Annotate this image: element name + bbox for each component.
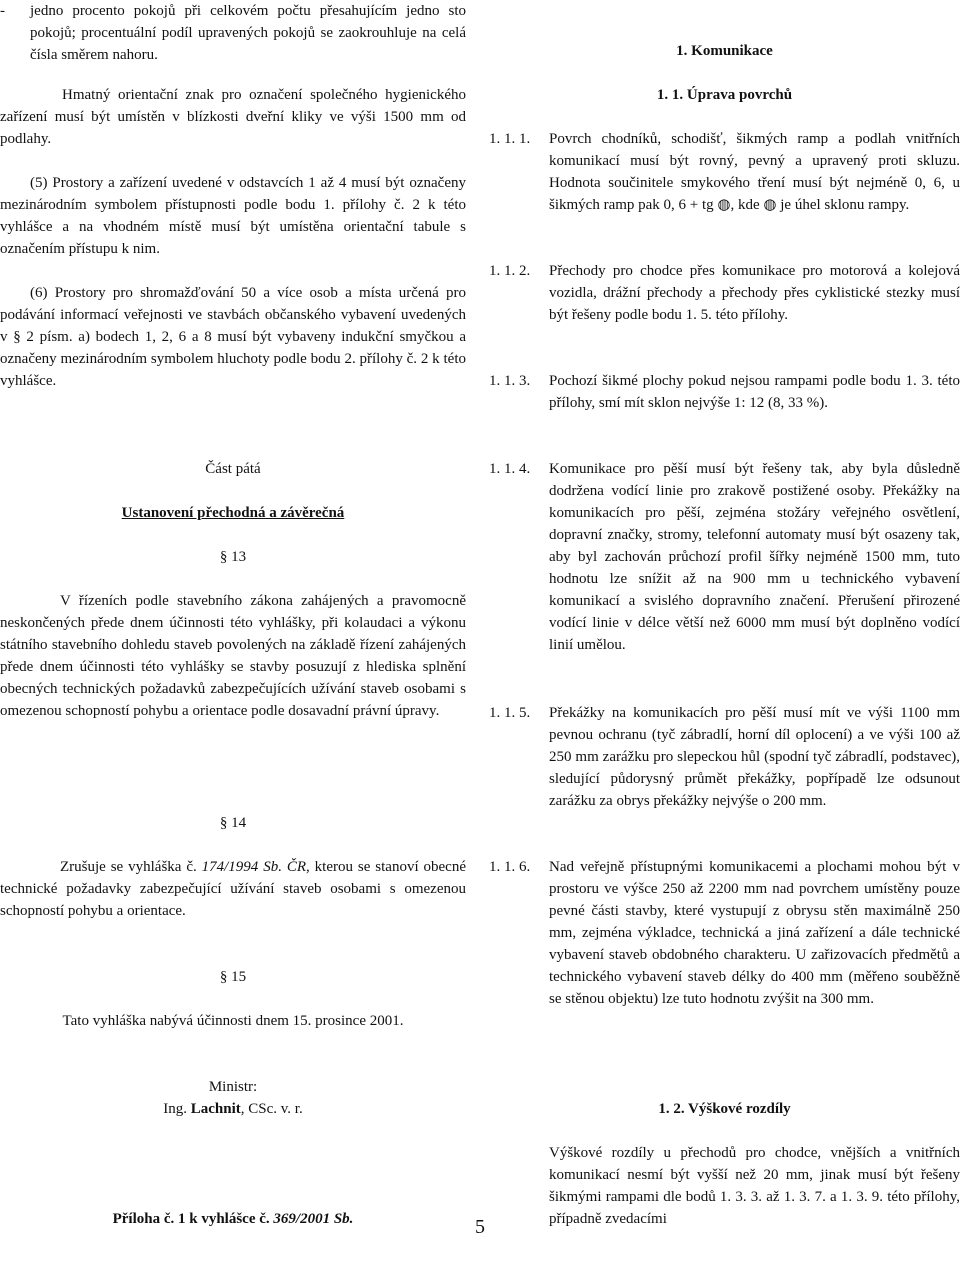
section-13-text: V řízeních podle stavebního zákona zahájených a pravomocně neskončených přede dnem účinnosti této vyhlášky, při kolaudaci a výkonu státního stavebního dohledu staveb povolených na základě řízení zahájených přede dnem účinnosti této vyhlášky se stavby posuzují z hlediska splnění obecných technických požadavků zabezpečujících užívání staveb osobami s omezenou schopností pohybu a orientace podle dosavadní právní úpravy. bbox=[0, 593, 466, 719]
section-13-heading: § 13 bbox=[219, 549, 247, 565]
item-number: 1. 1. 3. bbox=[489, 373, 531, 389]
annex-title-text: Příloha č. 1 k vyhlášce č. bbox=[112, 1211, 274, 1227]
list-item bbox=[489, 260, 960, 326]
item-text: Pochozí šikmé plochy pokud nejsou rampami podle bodu 1. 3. této přílohy, smí mít sklon nejvýše 1: 12 (8, 33 %). bbox=[549, 373, 960, 411]
list-item bbox=[489, 856, 960, 1010]
part-title: Část pátá bbox=[205, 461, 261, 477]
paragraph-6: (6) Prostory pro shromažďování 50 a více osob a místa určená pro podávání informací veřejnosti ve stavbách občanského vybavení uvedených v § 2 písm. a) bodech 1, 2, 6 a 8 musí být vybaveny indukční smyčkou a označeny mezinárodním symbolem hluchoty podle bodu 2. přílohy č. 2 k této vyhlášce. bbox=[0, 285, 466, 389]
section-15-heading: § 15 bbox=[219, 969, 247, 985]
section-14-heading: § 14 bbox=[219, 815, 247, 831]
list-item bbox=[0, 0, 466, 66]
item-text: Komunikace pro pěší musí být řešeny tak, aby byla důsledně dodržena vodící linie pro zrakově postižené osoby. Překážky na komunikacích pro pěší, zejména stožáry veřejného osvětlení, dopravní značky, stromy, telefonní automaty musí být osazeny tak, aby byl zachován průchozí profil šířky nejméně 1500 mm, tuto hodnotu lze snížit až na 900 mm u technického vybavení komunikací a svislého dopravního značení. Přerušení přirozené vodící linie v délce větší než 6000 mm musí být doplněno vodící linií umělou. bbox=[549, 461, 960, 653]
annex-decree-ref: 369/2001 Sb. bbox=[273, 1211, 354, 1227]
item-text: Přechody pro chodce přes komunikace pro motorová a kolejová vozidla, drážní přechody a přechody přes cyklistické stezky musí být řešeny podle bodu 1. 5. této přílohy. bbox=[549, 263, 960, 323]
heading-1-2: 1. 2. Výškové rozdíly bbox=[658, 1101, 791, 1117]
list-item bbox=[489, 458, 960, 656]
section-15-text: Tato vyhláška nabývá účinnosti dnem 15. prosince 2001. bbox=[62, 1013, 404, 1029]
list-marker: - bbox=[0, 3, 5, 19]
heading-1: 1. Komunikace bbox=[676, 43, 773, 59]
page-number: 5 bbox=[475, 1216, 485, 1238]
list-item bbox=[489, 702, 960, 812]
paragraph-tactile-sign: Hmatný orientační znak pro označení společného hygienického zařízení musí být umístěn v blízkosti dveřní kliky ve výši 1500 mm od podlahy. bbox=[0, 87, 466, 147]
section-14-text bbox=[0, 856, 466, 922]
paragraph-5: (5) Prostory a zařízení uvedené v odstavcích 1 až 4 musí být označeny mezinárodním symbolem přístupnosti podle bodu 1. přílohy č. 2 k této vyhlášce a na vhodném místě musí být umístěna orientační tabule s označením přístupu k nim. bbox=[0, 175, 466, 257]
part-subtitle: Ustanovení přechodná a závěrečná bbox=[121, 505, 345, 521]
section-14-text-start: Zrušuje se vyhláška č. bbox=[60, 859, 202, 875]
section-14-text-end: , kterou se stanoví obecné technické požadavky zabezpečující užívání staveb osobami s omezenou schopností pohybu a orientace. bbox=[0, 859, 466, 919]
list-item bbox=[489, 128, 960, 216]
item-number: 1. 1. 5. bbox=[489, 705, 531, 721]
item-number: 1. 1. 1. bbox=[489, 131, 531, 147]
repealed-decree-ref: 174/1994 Sb. ČR bbox=[201, 859, 307, 875]
minister-surname: Lachnit bbox=[190, 1101, 241, 1117]
minister-name bbox=[0, 1098, 466, 1120]
minister-degree: , CSc. v. r. bbox=[240, 1101, 303, 1117]
item-number: 1. 1. 2. bbox=[489, 263, 531, 279]
item-text: Nad veřejně přístupnými komunikacemi a plochami mohou být v prostoru ve výšce 250 až 2200 mm nad povrchem umístěny pouze pevné části stavby, které vystupují z obrysu stěn maximálně 250 mm, zejména výkladce, technická a jiná zařízení a dále technické vybavení staveb obdobného charakteru. U zařizovacích předmětů a technického vybavení staveb délky do 400 mm (měřeno souběžně se stěnou objektu) lze tuto hodnotu zvýšit na 300 mm. bbox=[549, 859, 960, 1007]
item-number: 1. 1. 4. bbox=[489, 461, 531, 477]
paragraph-1-2: Výškové rozdíly u přechodů pro chodce, vnějších a vnitřních komunikací nesmí být vyšší než 20 mm, jinak musí být řešeny šikmými rampami dle bodů 1. 3. 3. až 1. 3. 7. a 1. 3. 9. této přílohy, případně zvedacími bbox=[549, 1145, 960, 1227]
heading-1-1: 1. 1. Úprava povrchů bbox=[656, 87, 793, 103]
minister-label: Ministr: bbox=[208, 1079, 258, 1095]
list-item bbox=[489, 370, 960, 414]
item-text: Povrch chodníků, schodišť, šikmých ramp a podlah vnitřních komunikací musí být rovný, pevný a upravený proti skluzu. Hodnota součinitele smykového tření musí být nejméně 0, 6, u šikmých ramp pak 0, 6 + tg ◍, kde ◍ je úhel sklonu rampy. bbox=[549, 131, 960, 213]
item-text: Překážky na komunikacích pro pěší musí mít ve výši 1100 mm pevnou ochranu (tyč zábradlí, horní díl oplocení) a ve výši 100 až 250 mm zarážku pro slepeckou hůl (spodní tyč zábradlí, podstavec), sledující půdorysný průmět překážky, popřípadě lze odsunout zarážku za obrys překážky nejvýše o 200 mm. bbox=[549, 705, 960, 809]
list-item-text: jedno procento pokojů při celkovém počtu přesahujícím jedno sto pokojů; procentuální podíl upravených pokojů se zaokrouhluje na celá čísla směrem nahoru. bbox=[30, 3, 466, 63]
minister-title: Ing. bbox=[163, 1101, 191, 1117]
item-number: 1. 1. 6. bbox=[489, 859, 531, 875]
